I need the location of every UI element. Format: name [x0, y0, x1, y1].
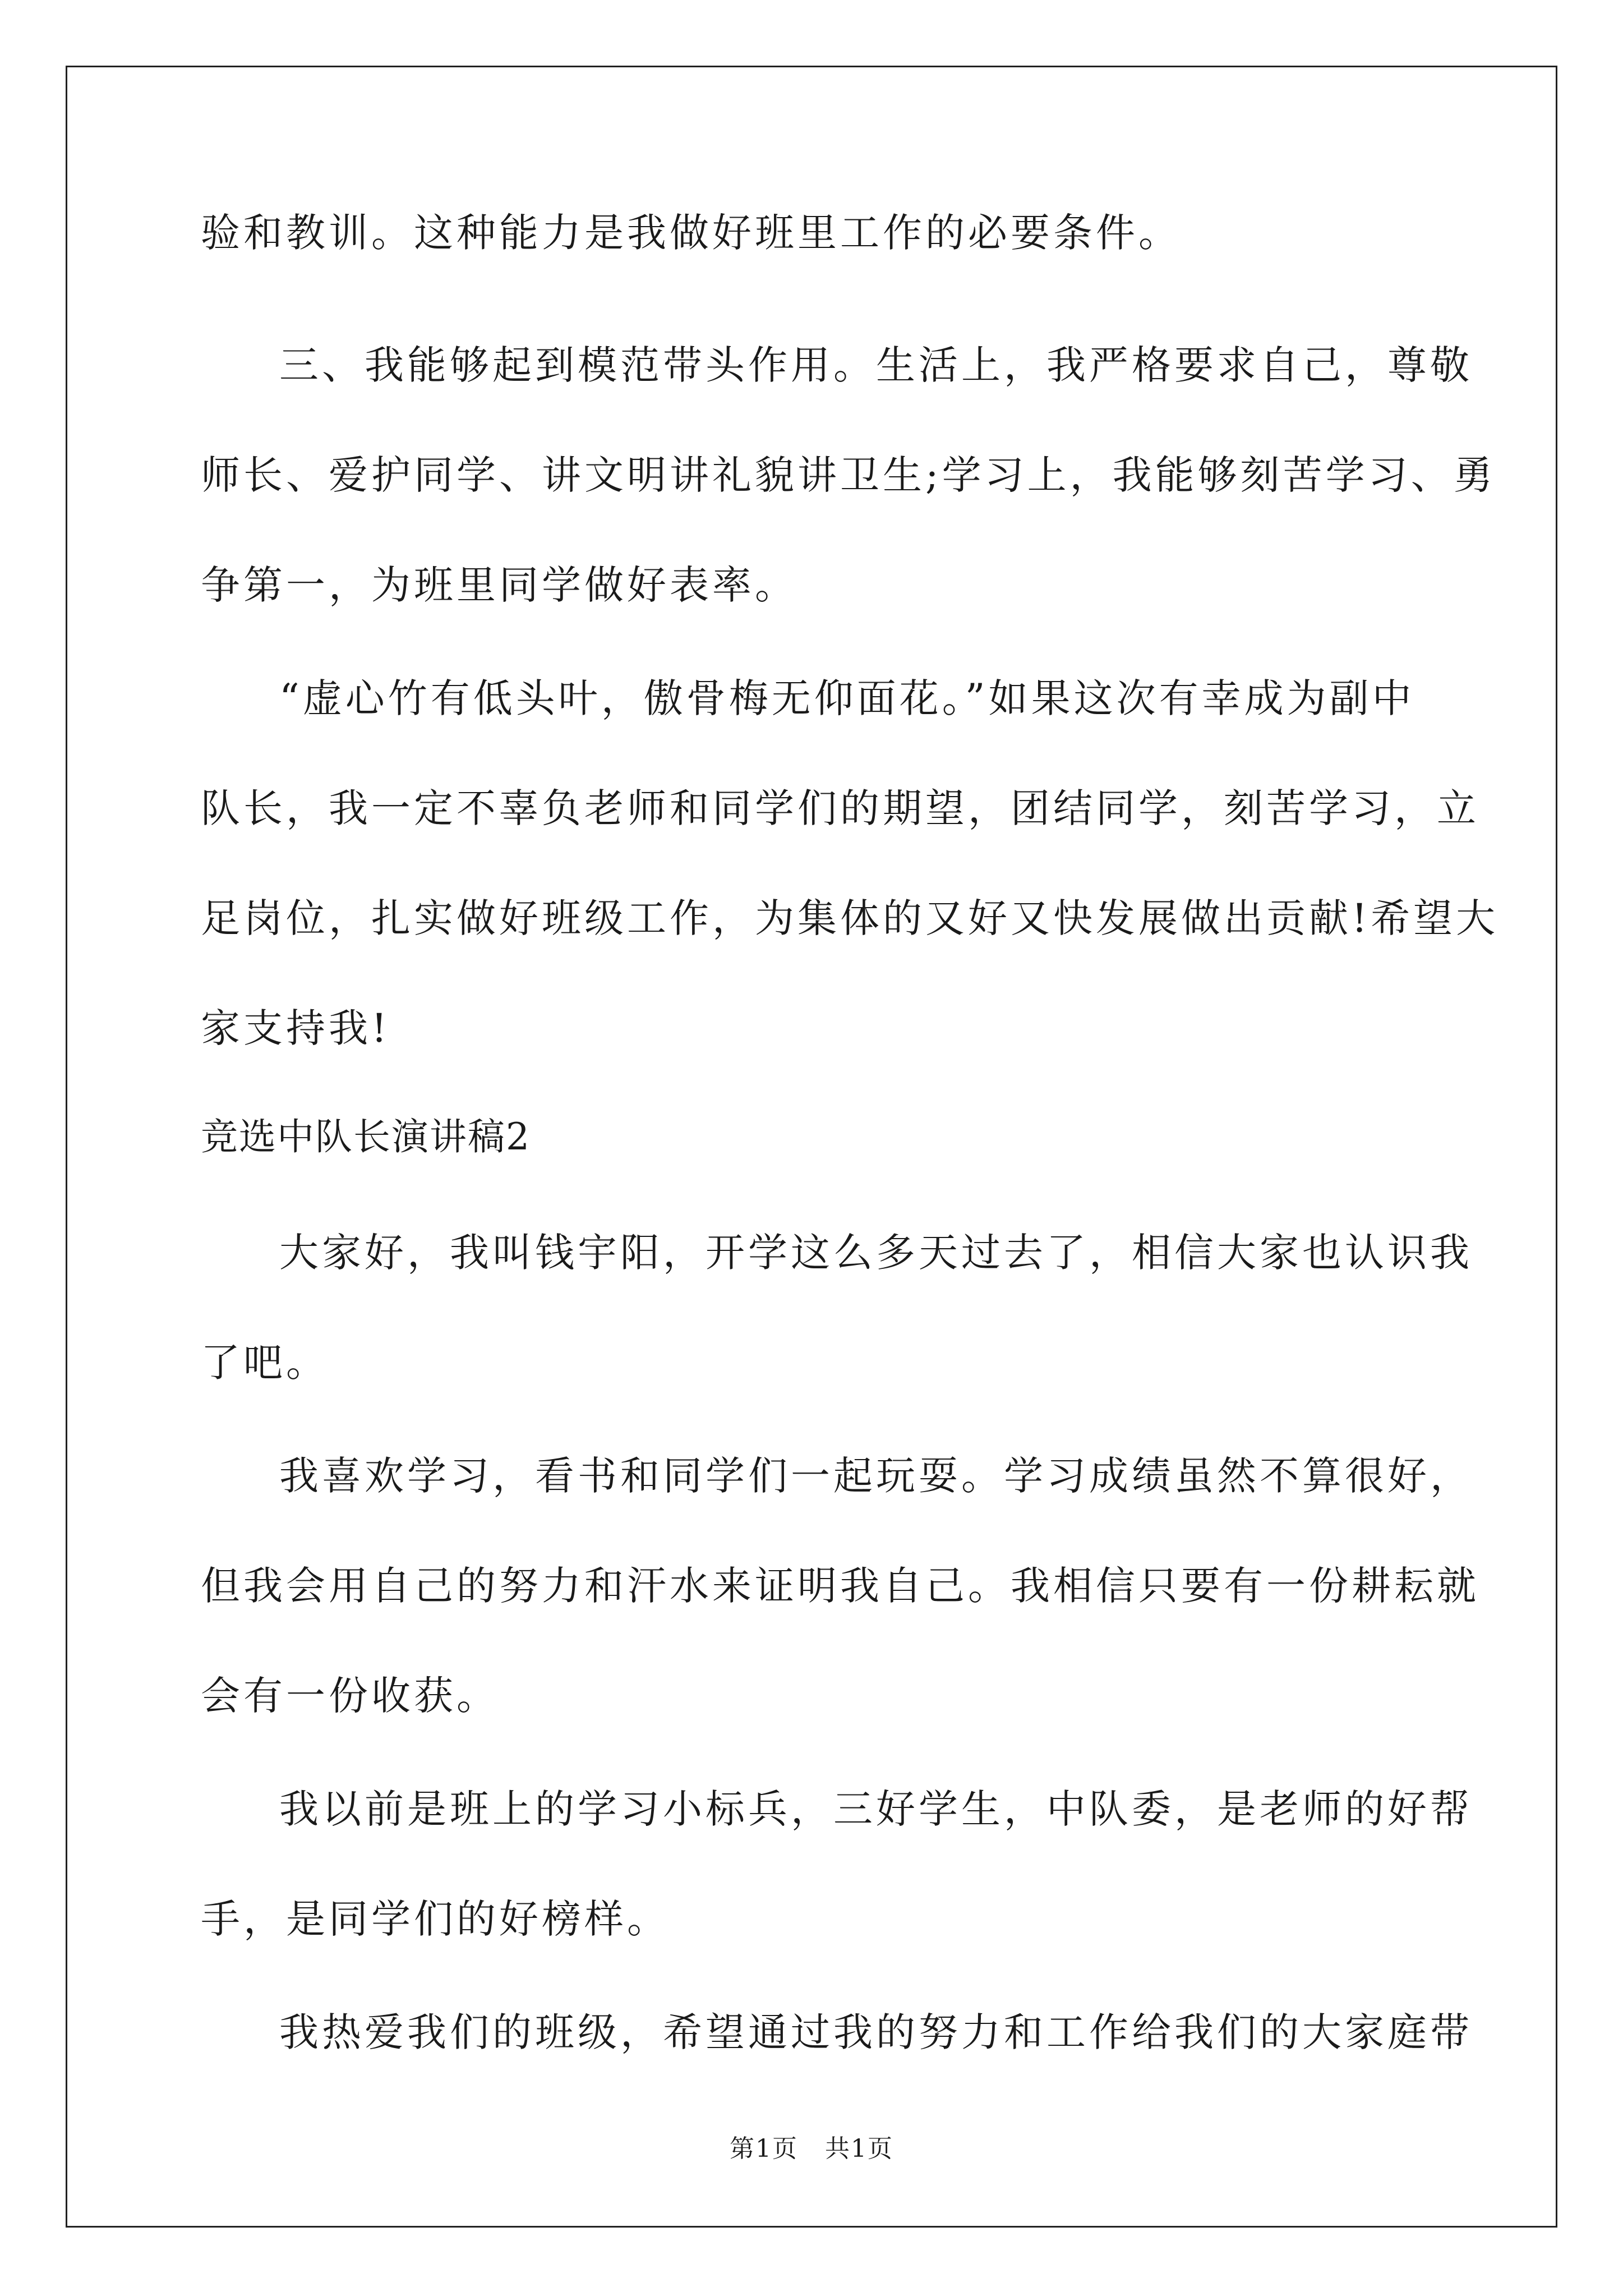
page-footer: 第1页 共1页 [730, 2134, 893, 2163]
paragraph-start: “虚心竹有低头叶，傲骨梅无仰面花。”如果这次有幸成为副中 [279, 675, 1415, 721]
text-line: 师长、爱护同学、讲文明讲礼貌讲卫生;学习上，我能够刻苦学习、勇 [201, 452, 1496, 498]
text-line: 争第一，为班里同学做好表率。 [201, 562, 797, 608]
text-line: 会有一份收获。 [201, 1673, 499, 1719]
text-line: 家支持我! [201, 1005, 391, 1051]
paragraph-start: 我喜欢学习，看书和同学们一起玩耍。学习成绩虽然不算很好， [279, 1453, 1473, 1499]
text-line: 了吧。 [201, 1340, 329, 1386]
paragraph-start: 我以前是班上的学习小标兵，三好学生，中队委，是老师的好帮 [279, 1786, 1473, 1832]
text-line: 但我会用自己的努力和汗水来证明我自己。我相信只要有一份耕耘就 [201, 1563, 1479, 1609]
text-line: 验和教训。这种能力是我做好班里工作的必要条件。 [201, 210, 1181, 256]
text-line: 队长，我一定不辜负老师和同学们的期望，团结同学，刻苦学习，立 [201, 785, 1479, 831]
section-heading: 竞选中队长演讲稿2 [201, 1115, 531, 1158]
paragraph-start: 大家好，我叫钱宇阳，开学这么多天过去了，相信大家也认识我 [279, 1230, 1473, 1276]
text-line: 足岗位，扎实做好班级工作，为集体的又好又快发展做出贡献!希望大 [201, 895, 1499, 941]
text-line: 手，是同学们的好榜样。 [201, 1896, 670, 1942]
paragraph-start: 三、我能够起到模范带头作用。生活上，我严格要求自己，尊敬 [279, 342, 1473, 388]
paragraph-start: 我热爱我们的班级，希望通过我的努力和工作给我们的大家庭带 [279, 2009, 1473, 2055]
